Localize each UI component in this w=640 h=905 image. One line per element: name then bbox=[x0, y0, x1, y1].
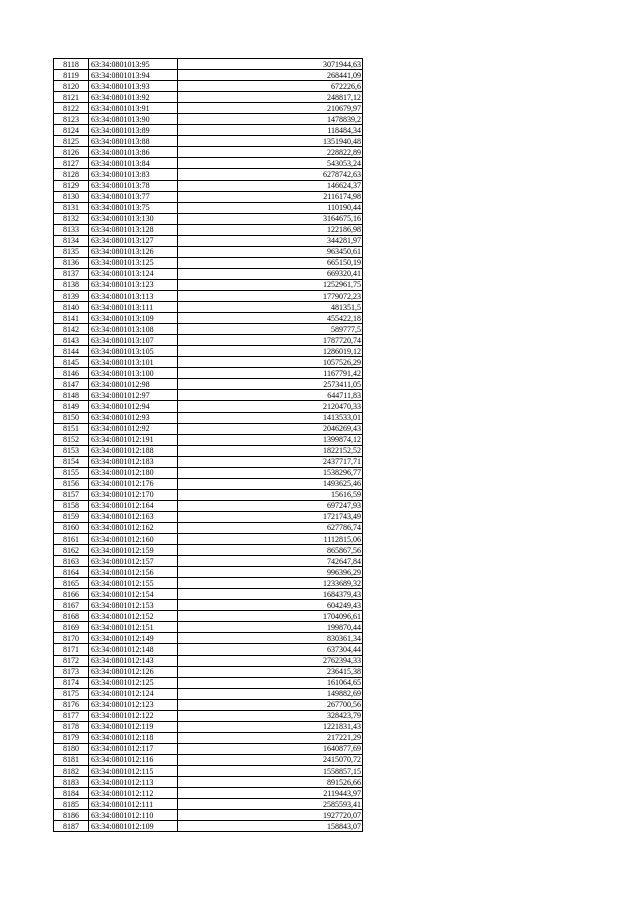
cadastral-value-cell: 1721743,49 bbox=[178, 511, 363, 522]
table-row bbox=[54, 423, 363, 434]
row-number-cell: 8152 bbox=[54, 434, 89, 445]
table-row bbox=[54, 456, 363, 467]
table-row bbox=[54, 81, 363, 92]
table-row bbox=[54, 633, 363, 644]
cadastral-number-cell: 63:34:0801012:119 bbox=[89, 721, 178, 732]
cadastral-number-cell: 63:34:0801012:126 bbox=[89, 666, 178, 677]
row-number-cell: 8136 bbox=[54, 257, 89, 268]
row-number-cell: 8181 bbox=[54, 754, 89, 765]
row-number-cell: 8182 bbox=[54, 766, 89, 777]
table-row bbox=[54, 699, 363, 710]
cadastral-number-cell: 63:34:0801013:108 bbox=[89, 324, 178, 335]
table-row bbox=[54, 103, 363, 114]
row-number-cell: 8167 bbox=[54, 600, 89, 611]
cadastral-value-cell: 1493625,46 bbox=[178, 478, 363, 489]
cadastral-value-cell: 1640877,69 bbox=[178, 743, 363, 754]
cadastral-value-cell: 149882,69 bbox=[178, 688, 363, 699]
table-row bbox=[54, 821, 363, 832]
cadastral-number-cell: 63:34:0801012:109 bbox=[89, 821, 178, 832]
table-row bbox=[54, 799, 363, 810]
table-row bbox=[54, 556, 363, 567]
cadastral-value-cell: 158843,07 bbox=[178, 821, 363, 832]
row-number-cell: 8186 bbox=[54, 810, 89, 821]
row-number-cell: 8139 bbox=[54, 290, 89, 301]
row-number-cell: 8135 bbox=[54, 246, 89, 257]
row-number-cell: 8128 bbox=[54, 169, 89, 180]
cadastral-number-cell: 63:34:0801012:113 bbox=[89, 777, 178, 788]
row-number-cell: 8174 bbox=[54, 677, 89, 688]
table-row bbox=[54, 70, 363, 81]
cadastral-value-table bbox=[53, 58, 363, 832]
cadastral-value-cell: 210679,97 bbox=[178, 103, 363, 114]
table-row bbox=[54, 279, 363, 290]
table-row bbox=[54, 511, 363, 522]
cadastral-number-cell: 63:34:0801012:160 bbox=[89, 534, 178, 545]
table-row bbox=[54, 710, 363, 721]
table-row bbox=[54, 810, 363, 821]
row-number-cell: 8127 bbox=[54, 158, 89, 169]
cadastral-number-cell: 63:34:0801012:191 bbox=[89, 434, 178, 445]
cadastral-value-cell: 2585593,41 bbox=[178, 799, 363, 810]
row-number-cell: 8125 bbox=[54, 136, 89, 147]
table-row bbox=[54, 169, 363, 180]
row-number-cell: 8146 bbox=[54, 368, 89, 379]
cadastral-number-cell: 63:34:0801013:95 bbox=[89, 59, 178, 70]
table-row bbox=[54, 788, 363, 799]
row-number-cell: 8137 bbox=[54, 268, 89, 279]
cadastral-value-cell: 1779072,23 bbox=[178, 290, 363, 301]
cadastral-number-cell: 63:34:0801012:97 bbox=[89, 390, 178, 401]
row-number-cell: 8180 bbox=[54, 743, 89, 754]
cadastral-value-cell: 1167791,42 bbox=[178, 368, 363, 379]
cadastral-number-cell: 63:34:0801012:163 bbox=[89, 511, 178, 522]
cadastral-number-cell: 63:34:0801013:90 bbox=[89, 114, 178, 125]
cadastral-number-cell: 63:34:0801013:128 bbox=[89, 224, 178, 235]
table-row bbox=[54, 766, 363, 777]
row-number-cell: 8175 bbox=[54, 688, 89, 699]
table-row bbox=[54, 677, 363, 688]
cadastral-value-cell: 2415070,72 bbox=[178, 754, 363, 765]
cadastral-value-cell: 236415,38 bbox=[178, 666, 363, 677]
cadastral-number-cell: 63:34:0801012:117 bbox=[89, 743, 178, 754]
cadastral-number-cell: 63:34:0801012:151 bbox=[89, 622, 178, 633]
cadastral-value-cell: 2120470,33 bbox=[178, 401, 363, 412]
table-row bbox=[54, 622, 363, 633]
cadastral-number-cell: 63:34:0801012:143 bbox=[89, 655, 178, 666]
cadastral-number-cell: 63:34:0801012:125 bbox=[89, 677, 178, 688]
table-row bbox=[54, 346, 363, 357]
table-row bbox=[54, 777, 363, 788]
cadastral-value-cell: 248817,12 bbox=[178, 92, 363, 103]
cadastral-number-cell: 63:34:0801013:107 bbox=[89, 335, 178, 346]
cadastral-number-cell: 63:34:0801013:123 bbox=[89, 279, 178, 290]
row-number-cell: 8171 bbox=[54, 644, 89, 655]
cadastral-value-cell: 1252961,75 bbox=[178, 279, 363, 290]
cadastral-number-cell: 63:34:0801012:152 bbox=[89, 611, 178, 622]
cadastral-number-cell: 63:34:0801012:124 bbox=[89, 688, 178, 699]
table-row bbox=[54, 92, 363, 103]
cadastral-value-cell: 543053,24 bbox=[178, 158, 363, 169]
table-row bbox=[54, 213, 363, 224]
table-row bbox=[54, 246, 363, 257]
table-row bbox=[54, 534, 363, 545]
row-number-cell: 8185 bbox=[54, 799, 89, 810]
row-number-cell: 8150 bbox=[54, 412, 89, 423]
cadastral-value-cell: 1558857,15 bbox=[178, 766, 363, 777]
cadastral-value-cell: 481351,5 bbox=[178, 302, 363, 313]
row-number-cell: 8130 bbox=[54, 191, 89, 202]
row-number-cell: 8172 bbox=[54, 655, 89, 666]
table-row bbox=[54, 434, 363, 445]
cadastral-value-cell: 2046269,43 bbox=[178, 423, 363, 434]
cadastral-value-cell: 1057526,29 bbox=[178, 357, 363, 368]
row-number-cell: 8177 bbox=[54, 710, 89, 721]
cadastral-value-cell: 1478839,2 bbox=[178, 114, 363, 125]
table-row bbox=[54, 191, 363, 202]
cadastral-value-cell: 627786,74 bbox=[178, 522, 363, 533]
cadastral-number-cell: 63:34:0801013:130 bbox=[89, 213, 178, 224]
cadastral-number-cell: 63:34:0801013:101 bbox=[89, 357, 178, 368]
row-number-cell: 8160 bbox=[54, 522, 89, 533]
cadastral-value-cell: 228822,89 bbox=[178, 147, 363, 158]
row-number-cell: 8164 bbox=[54, 567, 89, 578]
table-row bbox=[54, 368, 363, 379]
cadastral-number-cell: 63:34:0801013:88 bbox=[89, 136, 178, 147]
cadastral-value-cell: 589777,5 bbox=[178, 324, 363, 335]
cadastral-number-cell: 63:34:0801012:180 bbox=[89, 467, 178, 478]
row-number-cell: 8176 bbox=[54, 699, 89, 710]
table-row bbox=[54, 136, 363, 147]
table-row bbox=[54, 290, 363, 301]
table-row bbox=[54, 268, 363, 279]
cadastral-number-cell: 63:34:0801013:86 bbox=[89, 147, 178, 158]
cadastral-number-cell: 63:34:0801013:109 bbox=[89, 313, 178, 324]
cadastral-number-cell: 63:34:0801012:123 bbox=[89, 699, 178, 710]
cadastral-number-cell: 63:34:0801013:77 bbox=[89, 191, 178, 202]
table-row bbox=[54, 302, 363, 313]
cadastral-number-cell: 63:34:0801013:124 bbox=[89, 268, 178, 279]
cadastral-value-cell: 1286019,12 bbox=[178, 346, 363, 357]
cadastral-value-cell: 15616,59 bbox=[178, 489, 363, 500]
table-row bbox=[54, 125, 363, 136]
row-number-cell: 8166 bbox=[54, 589, 89, 600]
table-row bbox=[54, 522, 363, 533]
table-row bbox=[54, 313, 363, 324]
row-number-cell: 8122 bbox=[54, 103, 89, 114]
cadastral-number-cell: 63:34:0801012:164 bbox=[89, 500, 178, 511]
cadastral-value-cell: 1233689,32 bbox=[178, 578, 363, 589]
table-row bbox=[54, 114, 363, 125]
cadastral-number-cell: 63:34:0801012:98 bbox=[89, 379, 178, 390]
table-row bbox=[54, 467, 363, 478]
cadastral-number-cell: 63:34:0801013:125 bbox=[89, 257, 178, 268]
row-number-cell: 8144 bbox=[54, 346, 89, 357]
cadastral-number-cell: 63:34:0801012:170 bbox=[89, 489, 178, 500]
table-row bbox=[54, 390, 363, 401]
cadastral-value-cell: 328423,79 bbox=[178, 710, 363, 721]
cadastral-number-cell: 63:34:0801013:113 bbox=[89, 290, 178, 301]
cadastral-value-cell: 697247,93 bbox=[178, 500, 363, 511]
cadastral-number-cell: 63:34:0801012:154 bbox=[89, 589, 178, 600]
table-row bbox=[54, 147, 363, 158]
table-row bbox=[54, 489, 363, 500]
table-row bbox=[54, 180, 363, 191]
cadastral-number-cell: 63:34:0801012:155 bbox=[89, 578, 178, 589]
cadastral-value-cell: 891526,66 bbox=[178, 777, 363, 788]
cadastral-value-cell: 1351940,48 bbox=[178, 136, 363, 147]
cadastral-number-cell: 63:34:0801012:188 bbox=[89, 445, 178, 456]
table-row bbox=[54, 412, 363, 423]
row-number-cell: 8124 bbox=[54, 125, 89, 136]
row-number-cell: 8187 bbox=[54, 821, 89, 832]
row-number-cell: 8179 bbox=[54, 732, 89, 743]
cadastral-number-cell: 63:34:0801013:94 bbox=[89, 70, 178, 81]
table-row bbox=[54, 743, 363, 754]
table-row bbox=[54, 644, 363, 655]
cadastral-value-cell: 830361,34 bbox=[178, 633, 363, 644]
cadastral-value-cell: 1221831,43 bbox=[178, 721, 363, 732]
cadastral-value-cell: 3071944,63 bbox=[178, 59, 363, 70]
cadastral-value-cell: 604249,43 bbox=[178, 600, 363, 611]
row-number-cell: 8141 bbox=[54, 313, 89, 324]
cadastral-value-cell: 637304,44 bbox=[178, 644, 363, 655]
cadastral-value-cell: 3164675,16 bbox=[178, 213, 363, 224]
cadastral-value-cell: 122186,98 bbox=[178, 224, 363, 235]
table-row bbox=[54, 754, 363, 765]
cadastral-number-cell: 63:34:0801012:149 bbox=[89, 633, 178, 644]
cadastral-number-cell: 63:34:0801013:127 bbox=[89, 235, 178, 246]
cadastral-value-cell: 267700,56 bbox=[178, 699, 363, 710]
cadastral-number-cell: 63:34:0801012:148 bbox=[89, 644, 178, 655]
cadastral-number-cell: 63:34:0801012:157 bbox=[89, 556, 178, 567]
table-row bbox=[54, 721, 363, 732]
row-number-cell: 8148 bbox=[54, 390, 89, 401]
cadastral-value-cell: 1822152,52 bbox=[178, 445, 363, 456]
table-row bbox=[54, 500, 363, 511]
row-number-cell: 8168 bbox=[54, 611, 89, 622]
cadastral-value-cell: 118484,34 bbox=[178, 125, 363, 136]
cadastral-number-cell: 63:34:0801013:111 bbox=[89, 302, 178, 313]
row-number-cell: 8132 bbox=[54, 213, 89, 224]
row-number-cell: 8156 bbox=[54, 478, 89, 489]
cadastral-number-cell: 63:34:0801013:91 bbox=[89, 103, 178, 114]
row-number-cell: 8184 bbox=[54, 788, 89, 799]
row-number-cell: 8129 bbox=[54, 180, 89, 191]
cadastral-number-cell: 63:34:0801013:100 bbox=[89, 368, 178, 379]
row-number-cell: 8158 bbox=[54, 500, 89, 511]
cadastral-number-cell: 63:34:0801012:118 bbox=[89, 732, 178, 743]
cadastral-number-cell: 63:34:0801012:112 bbox=[89, 788, 178, 799]
cadastral-value-cell: 1927720,07 bbox=[178, 810, 363, 821]
row-number-cell: 8154 bbox=[54, 456, 89, 467]
cadastral-value-cell: 742647,84 bbox=[178, 556, 363, 567]
cadastral-number-cell: 63:34:0801012:183 bbox=[89, 456, 178, 467]
cadastral-number-cell: 63:34:0801013:93 bbox=[89, 81, 178, 92]
row-number-cell: 8157 bbox=[54, 489, 89, 500]
row-number-cell: 8169 bbox=[54, 622, 89, 633]
cadastral-number-cell: 63:34:0801013:126 bbox=[89, 246, 178, 257]
row-number-cell: 8143 bbox=[54, 335, 89, 346]
row-number-cell: 8123 bbox=[54, 114, 89, 125]
cadastral-value-cell: 161064,65 bbox=[178, 677, 363, 688]
table-row bbox=[54, 578, 363, 589]
row-number-cell: 8140 bbox=[54, 302, 89, 313]
table-row bbox=[54, 401, 363, 412]
row-number-cell: 8147 bbox=[54, 379, 89, 390]
cadastral-value-cell: 644711,83 bbox=[178, 390, 363, 401]
cadastral-number-cell: 63:34:0801013:83 bbox=[89, 169, 178, 180]
cadastral-number-cell: 63:34:0801013:78 bbox=[89, 180, 178, 191]
row-number-cell: 8138 bbox=[54, 279, 89, 290]
table-row bbox=[54, 688, 363, 699]
cadastral-number-cell: 63:34:0801012:92 bbox=[89, 423, 178, 434]
cadastral-value-cell: 2119443,97 bbox=[178, 788, 363, 799]
row-number-cell: 8183 bbox=[54, 777, 89, 788]
row-number-cell: 8162 bbox=[54, 545, 89, 556]
row-number-cell: 8131 bbox=[54, 202, 89, 213]
row-number-cell: 8142 bbox=[54, 324, 89, 335]
cadastral-value-cell: 6278742,63 bbox=[178, 169, 363, 180]
table-row bbox=[54, 257, 363, 268]
cadastral-number-cell: 63:34:0801013:89 bbox=[89, 125, 178, 136]
cadastral-number-cell: 63:34:0801012:122 bbox=[89, 710, 178, 721]
cadastral-value-cell: 2437717,71 bbox=[178, 456, 363, 467]
cadastral-number-cell: 63:34:0801012:176 bbox=[89, 478, 178, 489]
table-row bbox=[54, 478, 363, 489]
table-row bbox=[54, 224, 363, 235]
cadastral-value-cell: 455422,18 bbox=[178, 313, 363, 324]
cadastral-value-cell: 1787720,74 bbox=[178, 335, 363, 346]
table-row bbox=[54, 202, 363, 213]
table-row bbox=[54, 59, 363, 70]
table-row bbox=[54, 357, 363, 368]
table-row bbox=[54, 589, 363, 600]
table-row bbox=[54, 600, 363, 611]
row-number-cell: 8165 bbox=[54, 578, 89, 589]
cadastral-value-cell: 2116174,98 bbox=[178, 191, 363, 202]
row-number-cell: 8120 bbox=[54, 81, 89, 92]
cadastral-value-cell: 268441,09 bbox=[178, 70, 363, 81]
table-row bbox=[54, 666, 363, 677]
cadastral-number-cell: 63:34:0801012:94 bbox=[89, 401, 178, 412]
cadastral-number-cell: 63:34:0801013:105 bbox=[89, 346, 178, 357]
row-number-cell: 8134 bbox=[54, 235, 89, 246]
table-row bbox=[54, 445, 363, 456]
cadastral-number-cell: 63:34:0801013:92 bbox=[89, 92, 178, 103]
cadastral-value-cell: 2762394,33 bbox=[178, 655, 363, 666]
row-number-cell: 8161 bbox=[54, 534, 89, 545]
cadastral-number-cell: 63:34:0801012:116 bbox=[89, 754, 178, 765]
cadastral-number-cell: 63:34:0801013:75 bbox=[89, 202, 178, 213]
table-row bbox=[54, 379, 363, 390]
row-number-cell: 8126 bbox=[54, 147, 89, 158]
cadastral-value-cell: 672226,6 bbox=[178, 81, 363, 92]
cadastral-number-cell: 63:34:0801013:84 bbox=[89, 158, 178, 169]
table-row bbox=[54, 158, 363, 169]
table-row bbox=[54, 611, 363, 622]
row-number-cell: 8159 bbox=[54, 511, 89, 522]
row-number-cell: 8153 bbox=[54, 445, 89, 456]
row-number-cell: 8149 bbox=[54, 401, 89, 412]
cadastral-value-cell: 865867,56 bbox=[178, 545, 363, 556]
cadastral-number-cell: 63:34:0801012:159 bbox=[89, 545, 178, 556]
cadastral-number-cell: 63:34:0801012:111 bbox=[89, 799, 178, 810]
table-row bbox=[54, 235, 363, 246]
row-number-cell: 8145 bbox=[54, 357, 89, 368]
cadastral-value-cell: 1413533,01 bbox=[178, 412, 363, 423]
cadastral-number-cell: 63:34:0801012:156 bbox=[89, 567, 178, 578]
cadastral-value-cell: 1399874,12 bbox=[178, 434, 363, 445]
cadastral-value-cell: 963450,61 bbox=[178, 246, 363, 257]
table-row bbox=[54, 335, 363, 346]
table-body bbox=[54, 59, 363, 832]
row-number-cell: 8133 bbox=[54, 224, 89, 235]
cadastral-number-cell: 63:34:0801012:93 bbox=[89, 412, 178, 423]
table-row bbox=[54, 545, 363, 556]
table-row bbox=[54, 732, 363, 743]
row-number-cell: 8170 bbox=[54, 633, 89, 644]
row-number-cell: 8155 bbox=[54, 467, 89, 478]
cadastral-value-cell: 669320,41 bbox=[178, 268, 363, 279]
row-number-cell: 8173 bbox=[54, 666, 89, 677]
row-number-cell: 8163 bbox=[54, 556, 89, 567]
cadastral-value-cell: 665150,19 bbox=[178, 257, 363, 268]
row-number-cell: 8151 bbox=[54, 423, 89, 434]
table-row bbox=[54, 567, 363, 578]
cadastral-number-cell: 63:34:0801012:153 bbox=[89, 600, 178, 611]
table-row bbox=[54, 324, 363, 335]
row-number-cell: 8118 bbox=[54, 59, 89, 70]
cadastral-number-cell: 63:34:0801012:110 bbox=[89, 810, 178, 821]
row-number-cell: 8178 bbox=[54, 721, 89, 732]
cadastral-value-cell: 996396,29 bbox=[178, 567, 363, 578]
cadastral-value-cell: 1684379,43 bbox=[178, 589, 363, 600]
cadastral-value-cell: 199870,44 bbox=[178, 622, 363, 633]
cadastral-value-cell: 1112815,06 bbox=[178, 534, 363, 545]
row-number-cell: 8119 bbox=[54, 70, 89, 81]
cadastral-value-cell: 1538296,77 bbox=[178, 467, 363, 478]
cadastral-value-cell: 1704096,61 bbox=[178, 611, 363, 622]
table-row bbox=[54, 655, 363, 666]
cadastral-number-cell: 63:34:0801012:162 bbox=[89, 522, 178, 533]
cadastral-value-cell: 217221,29 bbox=[178, 732, 363, 743]
cadastral-number-cell: 63:34:0801012:115 bbox=[89, 766, 178, 777]
cadastral-value-cell: 146624,37 bbox=[178, 180, 363, 191]
cadastral-value-cell: 344281,97 bbox=[178, 235, 363, 246]
cadastral-value-cell: 2573411,05 bbox=[178, 379, 363, 390]
row-number-cell: 8121 bbox=[54, 92, 89, 103]
cadastral-value-cell: 110190,44 bbox=[178, 202, 363, 213]
